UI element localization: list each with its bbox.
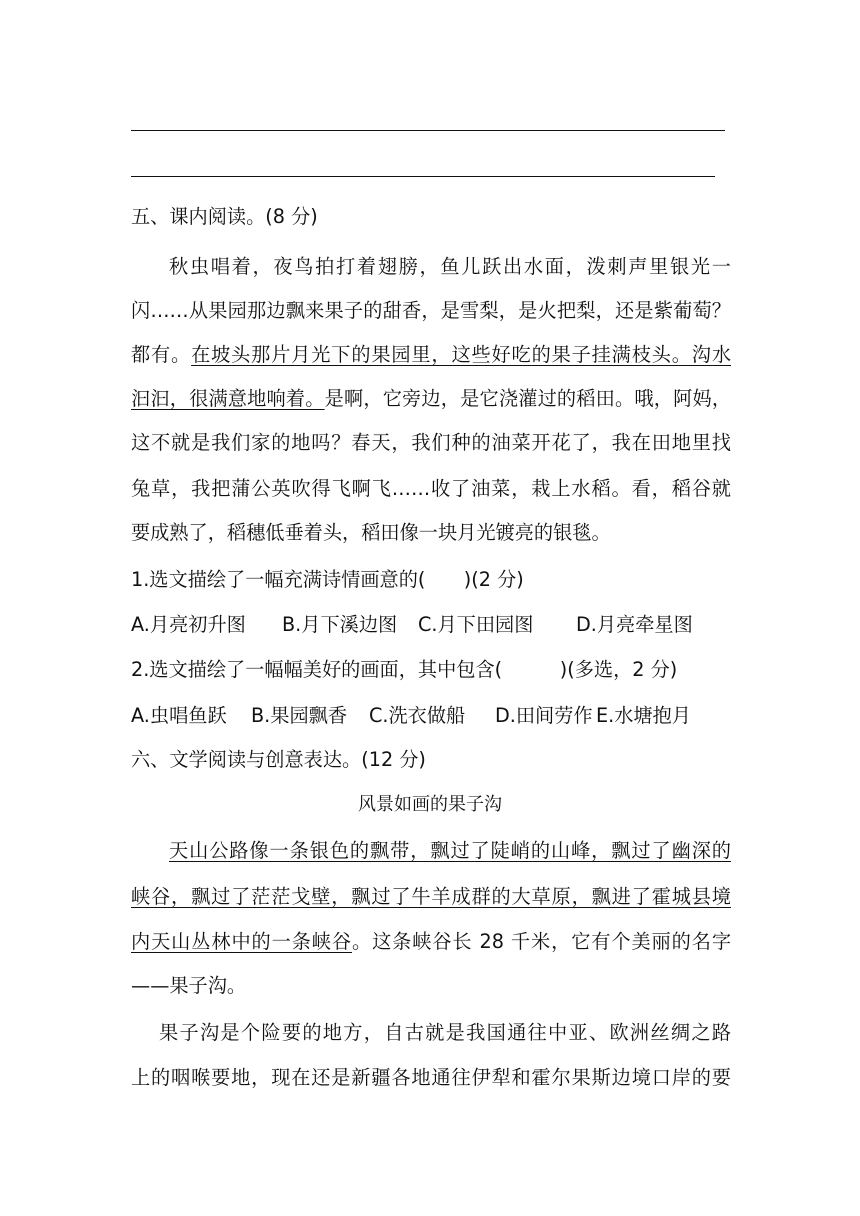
article-line: 果子沟是个险要的地方，自古就是我国通往中亚、欧洲丝绸之路 (159, 1021, 731, 1044)
article-line: 上的咽喉要地，现在还是新疆各地通往伊犁和霍尔果斯边境口岸的要 (131, 1066, 731, 1089)
passage-line: 要成熟了，稻穗低垂着头，稻田像一块月光镀亮的银毯。 (131, 521, 611, 544)
question-2-options (131, 703, 731, 729)
question-1-stem: 1.选文描绘了一幅充满诗情画意的( )(2 分) (131, 568, 524, 591)
underlined-sentence: 在坡头那片月光下的果园里，这些好吃的果子挂满枝头。沟水 (191, 343, 732, 366)
article-line: 峡谷，飘过了茫茫戈壁，飘过了牛羊成群的大草原，飘进了霍城县境 (131, 885, 731, 908)
answer-line-2[interactable] (131, 176, 715, 177)
option-a[interactable]: A.月亮初升图 (131, 613, 246, 636)
question-1-options (131, 612, 731, 638)
underlined-sentence: 内天山丛林中的一条峡谷 (131, 930, 352, 953)
option-c[interactable]: C.洗衣做船 (369, 704, 466, 727)
article-line: 天山公路像一条银色的飘带，飘过了陡峭的山峰，飘过了幽深的 (169, 839, 731, 862)
passage-line: 这不就是我们家的地吗？春天，我们种的油菜开花了，我在田地里找 (131, 431, 731, 454)
article-title: 风景如画的果子沟 (358, 794, 502, 815)
passage-line: 汩汩，很满意地响着。是啊，它旁边，是它浇灌过的稻田。哦，阿妈， (131, 387, 732, 410)
article-line: ——果子沟。 (131, 974, 247, 997)
option-b[interactable]: B.果园飘香 (251, 704, 348, 727)
answer-line-1[interactable] (131, 130, 725, 131)
option-b[interactable]: B.月下溪边图 (282, 613, 398, 636)
question-2-stem: 2.选文描绘了一幅幅美好的画面，其中包含( )(多选，2 分) (131, 658, 678, 681)
option-d[interactable]: D.田间劳作 (495, 704, 593, 727)
option-e[interactable]: E.水塘抱月 (596, 704, 691, 727)
passage-line: 都有。在坡头那片月光下的果园里，这些好吃的果子挂满枝头。沟水 (131, 343, 732, 366)
option-c[interactable]: C.月下田园图 (418, 613, 534, 636)
underlined-sentence: 汩汩，很满意地响着。 (131, 387, 325, 410)
passage-line: 闪……从果园那边飘来果子的甜香，是雪梨，是火把梨，还是紫葡萄？ (131, 299, 731, 322)
section-heading-literary: 六、文学阅读与创意表达。(12 分) (131, 748, 426, 771)
option-d[interactable]: D.月亮牵星图 (576, 613, 693, 636)
option-a[interactable]: A.虫唱鱼跃 (131, 704, 227, 727)
article-line: 内天山丛林中的一条峡谷。这条峡谷长 28 千米，它有个美丽的名字 (131, 930, 732, 953)
passage-line: 秋虫唱着，夜鸟拍打着翅膀，鱼儿跃出水面，泼刺声里银光一 (169, 255, 731, 278)
section-heading-reading: 五、课内阅读。(8 分) (131, 205, 318, 228)
passage-line: 兔草，我把蒲公英吹得飞啊飞……收了油菜，栽上水稻。看，稻谷就 (131, 477, 731, 500)
